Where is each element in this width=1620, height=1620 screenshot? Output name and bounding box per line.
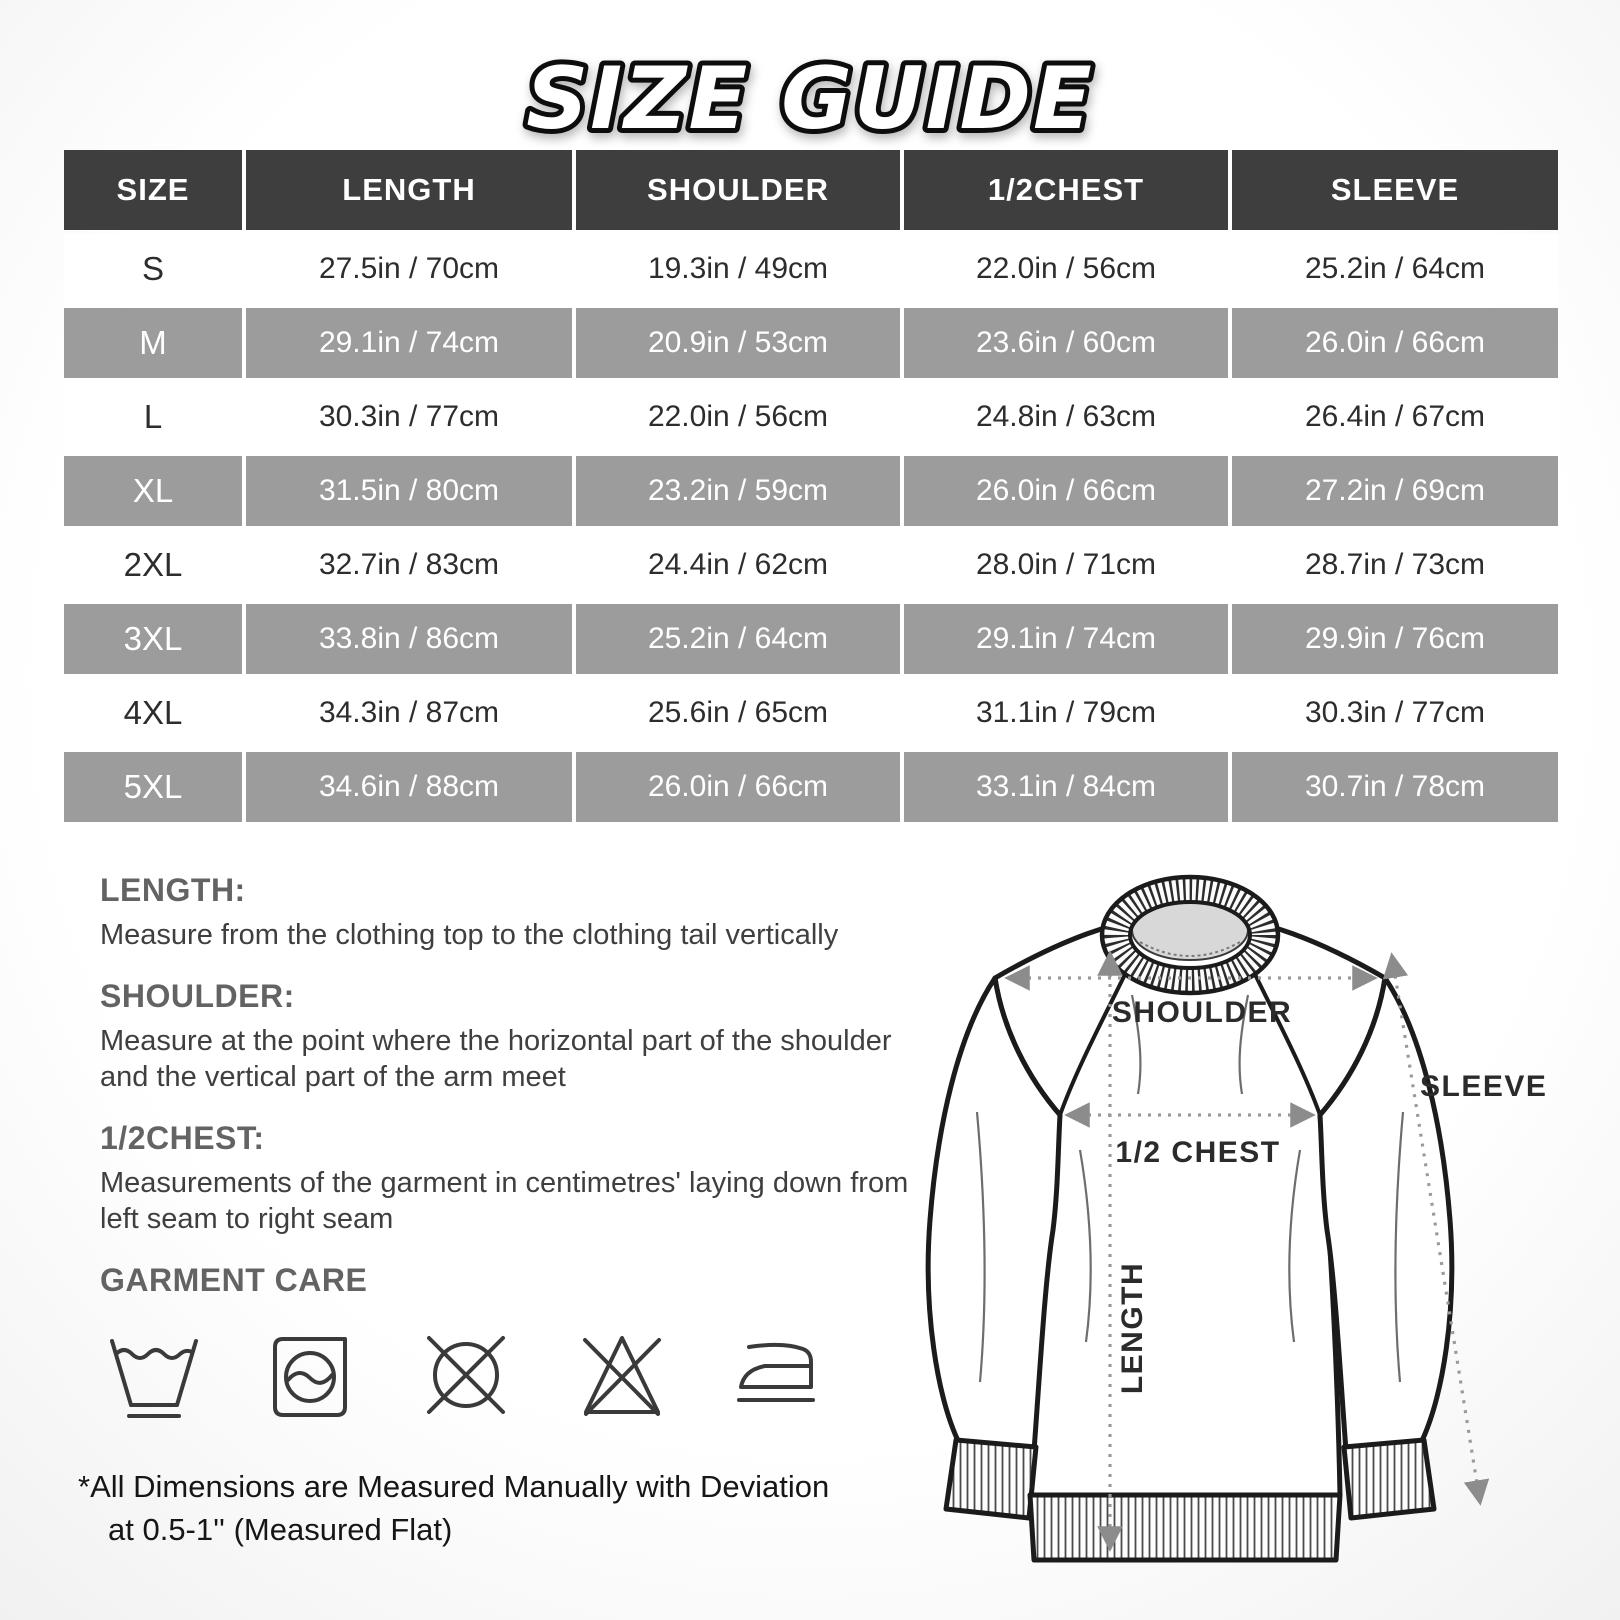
machine-wash-icon bbox=[260, 1325, 360, 1425]
measurement-cell: 25.6in / 65cm bbox=[576, 678, 900, 748]
measurement-cell: 26.0in / 66cm bbox=[1232, 308, 1558, 378]
measurement-cell: 30.7in / 78cm bbox=[1232, 752, 1558, 822]
measurement-cell: 25.2in / 64cm bbox=[576, 604, 900, 674]
measurement-definitions bbox=[78, 872, 940, 1551]
care-icons-row bbox=[104, 1325, 940, 1425]
measurement-cell: 27.2in / 69cm bbox=[1232, 456, 1558, 526]
garment-care-heading: GARMENT CARE bbox=[100, 1261, 368, 1298]
column-header-1-2chest: 1/2CHEST bbox=[904, 150, 1228, 230]
definition-term-halfchest: 1/2CHEST: bbox=[100, 1119, 265, 1156]
column-header-sleeve: SLEEVE bbox=[1232, 150, 1558, 230]
diagram-label-length: LENGTH bbox=[1116, 1261, 1149, 1395]
measurement-cell: 29.1in / 74cm bbox=[904, 604, 1228, 674]
size-table bbox=[64, 150, 1558, 822]
wash-tub-icon bbox=[104, 1325, 204, 1425]
column-header-length: LENGTH bbox=[246, 150, 572, 230]
measurement-cell: 26.0in / 66cm bbox=[904, 456, 1228, 526]
measurement-cell: 24.4in / 62cm bbox=[576, 530, 900, 600]
measurement-cell: 24.8in / 63cm bbox=[904, 382, 1228, 452]
measurement-cell: 32.7in / 83cm bbox=[246, 530, 572, 600]
definition-term-length: LENGTH: bbox=[100, 872, 246, 908]
sweatshirt-diagram bbox=[880, 850, 1620, 1595]
measurement-cell: 27.5in / 70cm bbox=[246, 234, 572, 304]
diagram-label-sleeve: SLEEVE bbox=[1420, 1070, 1548, 1103]
column-header-size: SIZE bbox=[64, 150, 242, 230]
measurement-cell: 31.5in / 80cm bbox=[246, 456, 572, 526]
footnote-line1: *All Dimensions are Measured Manually with Deviation bbox=[78, 1468, 830, 1504]
definition-desc-shoulder: Measure at the point where the horizontal part of the shoulder and the vertical part of the arm meet bbox=[100, 1024, 892, 1094]
measurement-cell: 30.3in / 77cm bbox=[1232, 678, 1558, 748]
diagram-label-half-chest: 1/2 CHEST bbox=[1115, 1136, 1281, 1169]
measurement-cell: 22.0in / 56cm bbox=[904, 234, 1228, 304]
measurement-cell: 29.1in / 74cm bbox=[246, 308, 572, 378]
measurement-cell: 29.9in / 76cm bbox=[1232, 604, 1558, 674]
measurement-cell: 26.4in / 67cm bbox=[1232, 382, 1558, 452]
size-label-s: S bbox=[64, 234, 242, 304]
measurement-cell: 34.6in / 88cm bbox=[246, 752, 572, 822]
column-header-shoulder: SHOULDER bbox=[576, 150, 900, 230]
iron-icon bbox=[728, 1325, 828, 1425]
definition-desc-halfchest: Measurements of the garment in centimetres' laying down from left seam to right seam bbox=[100, 1166, 909, 1236]
size-label-4xl: 4XL bbox=[64, 678, 242, 748]
footnote-line2: at 0.5-1'' (Measured Flat) bbox=[108, 1512, 453, 1548]
measurement-cell: 28.0in / 71cm bbox=[904, 530, 1228, 600]
measurement-cell: 20.9in / 53cm bbox=[576, 308, 900, 378]
measurement-cell: 23.6in / 60cm bbox=[904, 308, 1228, 378]
measurement-cell: 34.3in / 87cm bbox=[246, 678, 572, 748]
measurement-cell: 26.0in / 66cm bbox=[576, 752, 900, 822]
footnote bbox=[78, 1465, 940, 1552]
no-bleach-icon bbox=[572, 1325, 672, 1425]
measurement-cell: 30.3in / 77cm bbox=[246, 382, 572, 452]
size-label-5xl: 5XL bbox=[64, 752, 242, 822]
measurement-cell: 22.0in / 56cm bbox=[576, 382, 900, 452]
measurement-cell: 33.8in / 86cm bbox=[246, 604, 572, 674]
measurement-cell: 19.3in / 49cm bbox=[576, 234, 900, 304]
diagram-label-shoulder: SHOULDER bbox=[1111, 996, 1293, 1029]
size-label-m: M bbox=[64, 308, 242, 378]
measurement-cell: 23.2in / 59cm bbox=[576, 456, 900, 526]
measurement-cell: 33.1in / 84cm bbox=[904, 752, 1228, 822]
measurement-cell: 25.2in / 64cm bbox=[1232, 234, 1558, 304]
sweatshirt-art bbox=[880, 850, 1620, 1590]
measurement-cell: 31.1in / 79cm bbox=[904, 678, 1228, 748]
no-dry-clean-icon bbox=[416, 1325, 516, 1425]
title-text: SIZE GUIDE bbox=[526, 49, 1094, 149]
size-label-2xl: 2XL bbox=[64, 530, 242, 600]
measurement-cell: 28.7in / 73cm bbox=[1232, 530, 1558, 600]
size-label-l: L bbox=[64, 382, 242, 452]
definition-desc-length: Measure from the clothing top to the clothing tail vertically bbox=[100, 919, 839, 951]
definition-term-shoulder: SHOULDER: bbox=[100, 977, 295, 1014]
title-art bbox=[430, 36, 1190, 166]
size-label-xl: XL bbox=[64, 456, 242, 526]
size-label-3xl: 3XL bbox=[64, 604, 242, 674]
